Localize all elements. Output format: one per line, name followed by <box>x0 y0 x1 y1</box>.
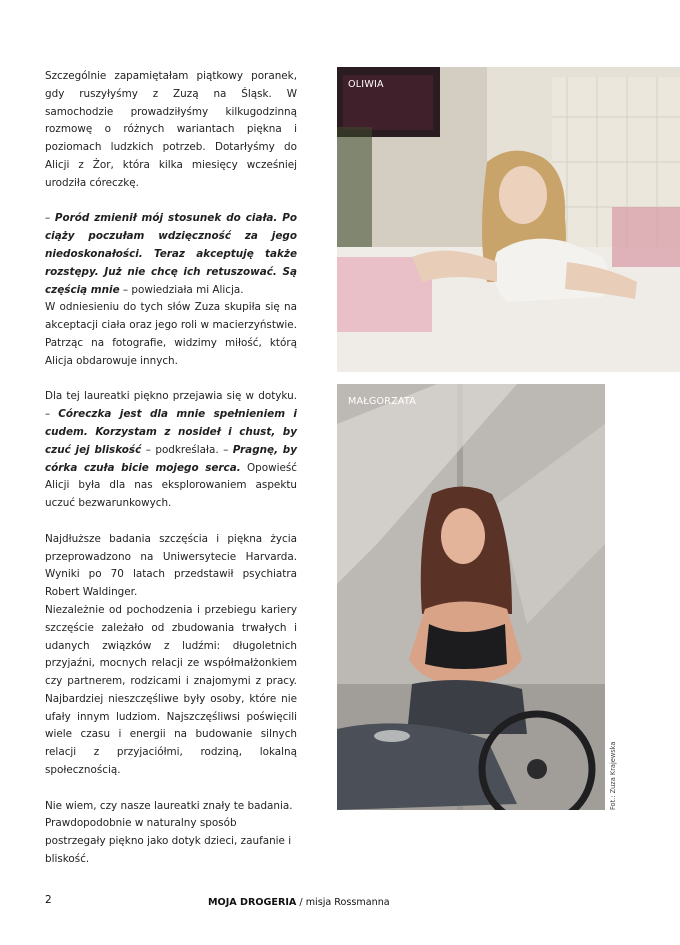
footer-separator: / <box>296 897 306 908</box>
paragraph-relationships: Niezależnie od pochodzenia i przebiegu kariery szczęście zależało od zbudowania trwałych i udanych związków z ludźmi: długoletnich przyjaźni, mocnych relacji ze współmałżonkiem czy partnerem, rodzicami i znajomymi z pracy. Najbardziej nieszczęśliwe były osoby, które nie ufały innym ludziom. Najszczęśliwsi poświęcili wiele czasu i energii na budowanie silnych relacji z przyjaciółmi, rodziną, lokalną społecznością. <box>45 603 297 777</box>
photo-oliwia <box>337 67 680 372</box>
quote-attribution: – powiedziała mi Alicja. <box>119 283 244 296</box>
paragraph-harvard: Najdłuższe badania szczęścia i piękna życia przeprowadzono na Uniwersytecie Harvarda. Wyniki po 70 latach przedstawił psychiatra Robert Waldinger. <box>45 532 297 599</box>
photo-label-malgorzata: MAŁGORZATA <box>348 396 416 407</box>
malgorzata-photo-illustration <box>337 384 605 810</box>
paragraph-acceptance: W odniesieniu do tych słów Zuza skupiła się na akceptacji ciała oraz jego roli w macierzyństwie. Patrząc na fotografie, widzimy miłość, którą Alicja obdarowuje innych. <box>45 301 297 367</box>
article-column <box>45 68 297 869</box>
photo-label-oliwia: OLIWIA <box>348 79 384 90</box>
paragraph-intro: Szczególnie zapamiętałam piątkowy poranek, gdy ruszyłyśmy z Zuzą na Śląsk. W samochodzie prowadziłyśmy kilkugodzinną rozmowę o różnych wariantach piękna i poziomach ludzkich potrzeb. Dotarłyśmy do Alicji z Żor, która kilka miesięcy wcześniej urodziła córeczkę. <box>45 70 297 189</box>
photo-credit: Fot.: Zuza Krajewska <box>609 741 617 810</box>
oliwia-photo-illustration <box>337 67 680 372</box>
alicja-quote: Poród zmienił mój stosunek do ciała. Po ciąży poczułam wdzięczność za jego niedoskonałości. Teraz akceptuję także rozstępy. Już nie chcę ich retuszować. Są częścią mnie <box>45 212 298 296</box>
touch-attribution: – podkreślała. – <box>141 443 233 456</box>
touch-intro: Dla tej laureatki piękno przejawia się w dotyku. – <box>45 390 297 421</box>
quote-dash: – <box>45 212 55 225</box>
touch-quote-2: Pragnę, by córka czuła bicie mojego serca. <box>45 443 298 474</box>
magazine-footer <box>208 897 390 908</box>
page-number: 2 <box>45 894 52 906</box>
magazine-subtitle: misja Rossmanna <box>305 897 390 908</box>
touch-outro: Opowieść Alicji była dla nas eksplorowaniem aspektu uczuć bezwarunkowych. <box>45 461 297 510</box>
magazine-title: MOJA DROGERIA <box>208 897 297 908</box>
paragraph-conclusion: Nie wiem, czy nasze laureatki znały te badania. Prawdopodobnie w naturalny sposób postrzegały piękno jako dotyk dzieci, zaufanie i bliskość. <box>45 799 293 866</box>
photo-malgorzata <box>337 384 605 810</box>
touch-quote-1: Córeczka jest dla mnie spełnieniem i cudem. Korzystam z nosideł i chust, by czuć jej bliskość <box>45 408 297 456</box>
paragraph-touch <box>45 388 297 513</box>
paragraph-alicja-quote <box>45 210 297 299</box>
